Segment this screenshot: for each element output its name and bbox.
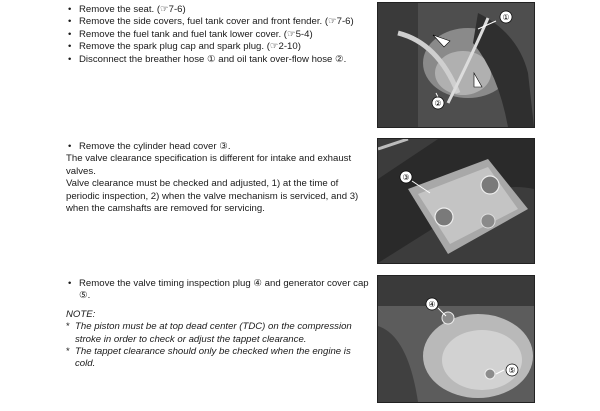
callout-label: ①: [502, 13, 510, 22]
list-item: • Remove the valve timing inspection plug ④ and generator cover cap ⑤.: [66, 278, 371, 303]
callout-label: ③: [402, 173, 410, 182]
list-item: • Remove the seat. (☞7-6): [66, 4, 371, 16]
photo-generator-cover: [377, 275, 535, 403]
callout-label: ②: [434, 99, 442, 108]
photo-engine-hoses: [377, 2, 535, 128]
note-item: * The tappet clearance should only be checked when the engine is cold.: [66, 346, 371, 371]
photo-cylinder-head-cover: [377, 138, 535, 264]
list-item: • Remove the side covers, fuel tank cover and front fender. (☞7-6): [66, 16, 371, 28]
paragraph: The valve clearance specification is different for intake and exhaust valves.: [66, 153, 352, 177]
note-label: NOTE:: [66, 308, 96, 320]
paragraph: Valve clearance must be checked and adjusted, 1) at the time of periodic inspection, 2) when the valve mechanism is serviced, and 3) when the camshafts are removed for servicing.: [66, 178, 359, 215]
list-item: • Remove the cylinder head cover ③.: [66, 141, 371, 153]
section-timing-plug: [66, 278, 371, 371]
list-item: • Remove the spark plug cap and spark plug. (☞2-10): [66, 41, 371, 53]
section-remove-parts: [66, 4, 371, 66]
callout-label: ④: [428, 300, 436, 309]
note-item: * The piston must be at top dead center (TDC) on the compression stroke in order to check or adjust the tappet clearance.: [66, 321, 371, 346]
list-item: • Remove the fuel tank and fuel tank lower cover. (☞5-4): [66, 29, 371, 41]
section-cylinder-head: [66, 141, 371, 215]
list-item: • Disconnect the breather hose ① and oil tank over-flow hose ②.: [66, 54, 371, 66]
callout-label: ⑤: [508, 366, 516, 375]
